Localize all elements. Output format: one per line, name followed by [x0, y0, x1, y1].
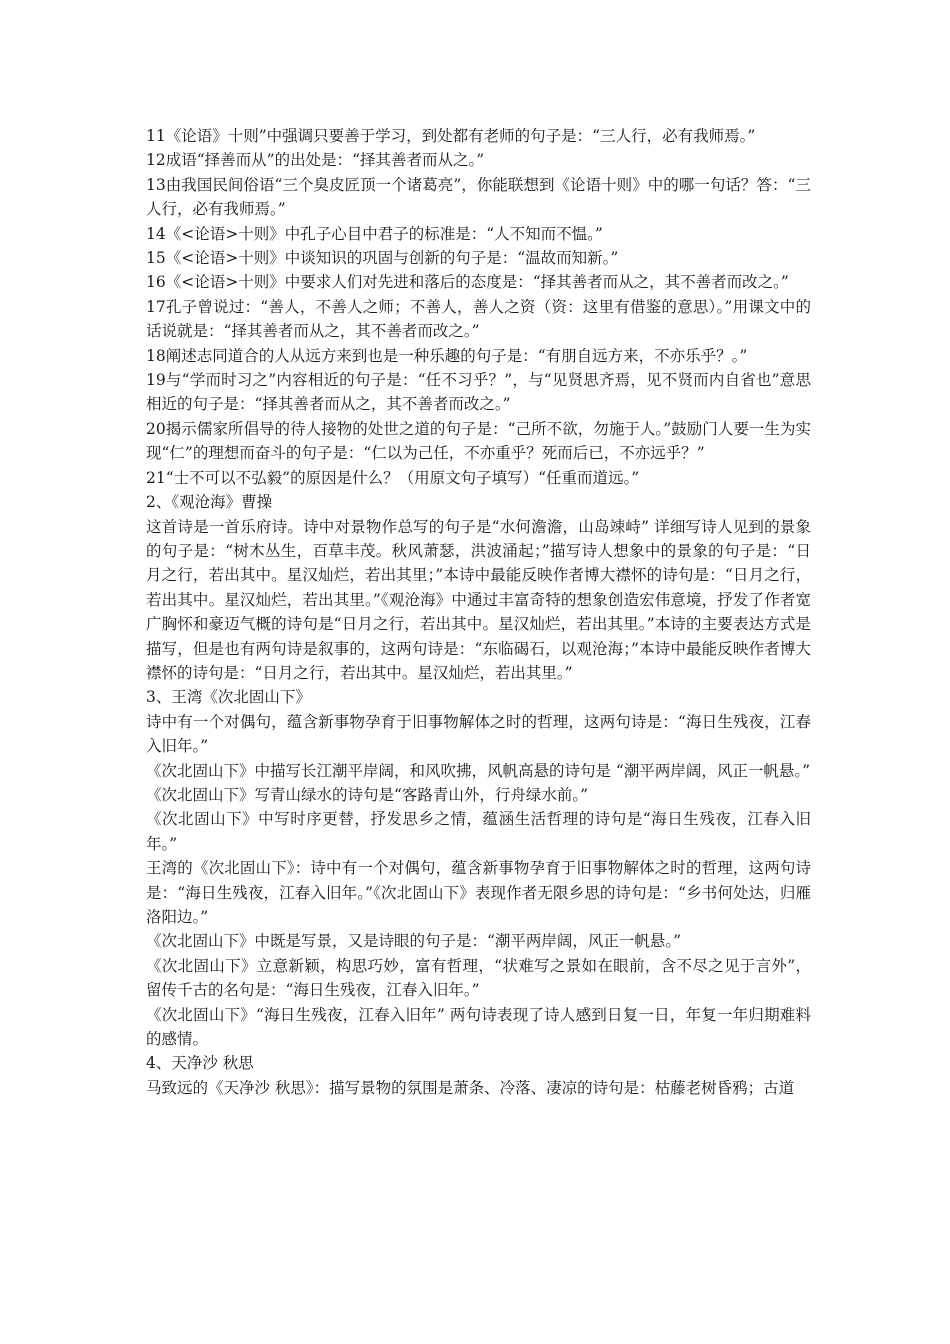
paragraph-item-18: 18阐述志同道合的人从远方来到也是一种乐趣的句子是：“有朋自远方来，不亦乐乎？。” — [146, 346, 748, 365]
section-heading-cibeigushanxia: 3、王湾《次北固山下》 — [146, 688, 311, 707]
paragraph-cibeigushanxia-2: 《次北固山下》中描写长江潮平岸阔，和风吹拂，风帆高悬的诗句是 “潮平两岸阔，风正一帆悬。” — [146, 761, 811, 780]
paragraph-cibeigushanxia-3: 《次北固山下》写青山绿水的诗句是“客路青山外，行舟绿水前。” — [146, 785, 589, 804]
paragraph-tianjingsha: 马致远的《天净沙 秋思》：描写景物的氛围是萧条、冷落、凄凉的诗句是：枯藤老树昏鸦；古道 — [146, 1078, 795, 1097]
paragraph-item-20: 20揭示儒家所倡导的待人接物的处世之道的句子是：“己所不欲，勿施于人。”鼓励门人要一生为实现“仁”的理想而奋斗的句子是：“仁以为己任，不亦重乎？死而后已，不亦远乎？” — [146, 419, 811, 463]
paragraph-cibeigushanxia-6: 《次北固山下》中既是写景，又是诗眼的句子是：“潮平两岸阔，风正一帆悬。” — [146, 932, 682, 951]
paragraph-item-13: 13由我国民间俗语“三个臭皮匠顶一个诸葛亮”，你能联想到《论语十则》中的哪一句话？答：“三人行，必有我师焉。” — [146, 175, 811, 219]
section-heading-guancanghai: 2、《观沧海》曹操 — [146, 493, 273, 512]
paragraph-item-16: 16《<论语>十则》中要求人们对先进和落后的态度是：“择其善者而从之，其不善者而改之。” — [146, 273, 789, 292]
paragraph-item-12: 12成语“择善而从”的出处是：“择其善者而从之。” — [146, 151, 485, 170]
paragraph-item-19: 19与“学而时习之”内容相近的句子是：“任不习乎？”，与“见贤思齐焉，见不贤而内自省也”意思相近的句子是：“择其善者而从之，其不善者而改之。” — [146, 371, 811, 414]
paragraph-cibeigushanxia-1: 诗中有一个对偶句，蕴含新事物孕育于旧事物解体之时的哲理，这两句诗是：“海日生残夜，江春入旧年。” — [146, 712, 811, 756]
document-page — [146, 124, 811, 1100]
paragraph-cibeigushanxia-7: 《次北固山下》立意新颖，构思巧妙，富有哲理，“状难写之景如在眼前，含不尽之见于言外”，留传千古的名句是：“海日生残夜，江春入旧年。” — [146, 956, 811, 1000]
paragraph-item-11: 11《论语》十则”中强调只要善于学习，到处都有老师的句子是：“三人行，必有我师焉。” — [146, 127, 756, 145]
paragraph-cibeigushanxia-4: 《次北固山下》中写时序更替，抒发思乡之情，蕴涵生活哲理的诗句是“海日生残夜，江春入旧年。” — [146, 810, 811, 853]
paragraph-item-17: 17孔子曾说过：“善人，不善人之师；不善人，善人之资（资：这里有借鉴的意思）。”用课文中的话说就是：“择其善者而从之，其不善者而改之。” — [146, 297, 811, 341]
paragraph-cibeigushanxia-5: 王湾的《次北固山下》：诗中有一个对偶句，蕴含新事物孕育于旧事物解体之时的哲理，这两句诗是：“海日生残夜，江春入旧年。”《次北固山下》表现作者无限乡思的诗句是：“乡书何处达，归雁洛阳边。” — [146, 859, 811, 926]
paragraph-item-21: 21“士不可以不弘毅”的原因是什么？（用原文句子填写）“任重而道远。” — [146, 468, 640, 487]
paragraph-cibeigushanxia-8: 《次北固山下》“海日生残夜，江春入旧年” 两句诗表现了诗人感到日复一日，年复一年归期难料的感情。 — [146, 1005, 811, 1049]
paragraph-item-14: 14《<论语>十则》中孔子心目中君子的标准是：“人不知而不愠。” — [146, 224, 603, 243]
paragraph-guancanghai: 这首诗是一首乐府诗。诗中对景物作总写的句子是“水何澹澹，山岛竦峙” 详细写诗人见到的景象的句子是：“树木丛生，百草丰茂。秋风萧瑟，洪波涌起；”描写诗人想象中的景象的句子是：“日月之行，若出其中。星汉灿烂，若出其里；”本诗中最能反映作者博大襟怀的诗句是：“日月之行，若出其中。星汉灿烂，若出其里。”《观沧海》中通过丰富奇特的想象创造宏伟意境，抒发了作者宽广胸怀和豪迈气概的诗句是“日月之行，若出其中。星汉灿烂，若出其里。”本诗的主要表达方式是描写，但是也有两句诗是叙事的，这两句诗是：“东临碣石，以观沧海；”本诗中最能反映作者博大襟怀的诗句是：“日月之行，若出其中。星汉灿烂，若出其里。” — [146, 517, 811, 682]
paragraph-item-15: 15《<论语>十则》中谈知识的巩固与创新的句子是：“温故而知新。” — [146, 249, 619, 268]
section-heading-tianjingsha: 4、天净沙 秋思 — [146, 1054, 254, 1073]
